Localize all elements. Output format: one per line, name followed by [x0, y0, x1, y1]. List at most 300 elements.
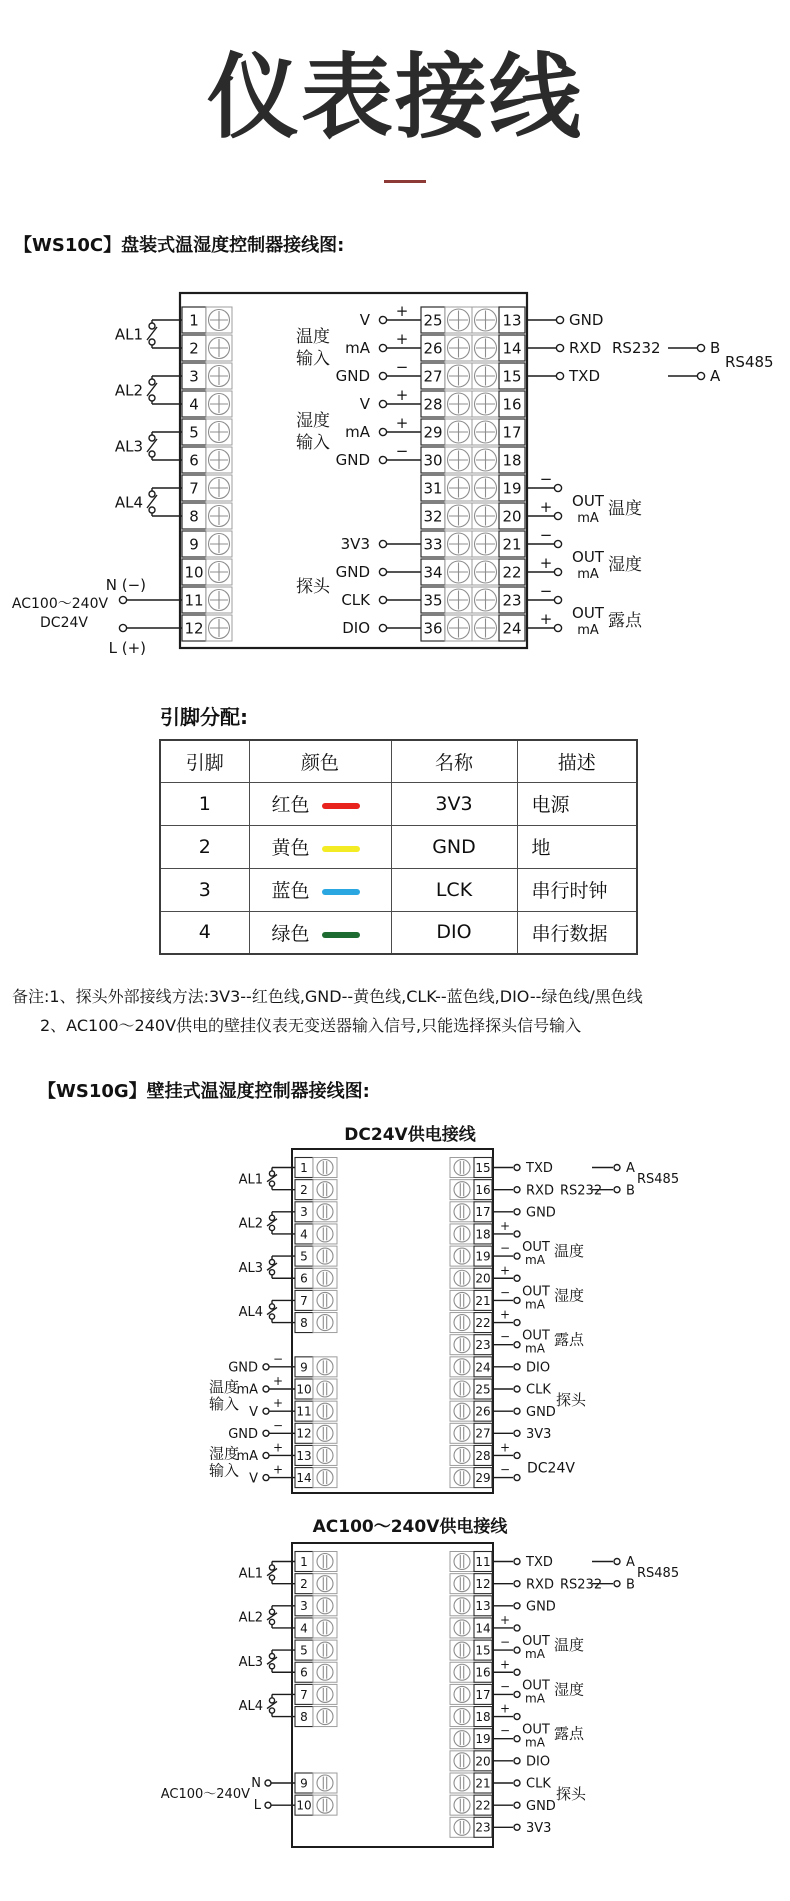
connection-point: [379, 456, 386, 463]
polarity-sign: +: [499, 1657, 511, 1672]
connection-point: [614, 1559, 620, 1565]
supply-voltage-label: DC24V: [40, 615, 88, 631]
ws10g-dc24v-wiring-diagram: [195, 1145, 685, 1500]
terminal-number: 19: [475, 1249, 491, 1264]
output-unit-label: mA: [525, 1297, 545, 1312]
terminal-number: 27: [423, 367, 443, 386]
connection-point: [263, 1430, 269, 1436]
rs232-label: RS232: [560, 1577, 603, 1593]
alarm-label: AL2: [238, 1610, 263, 1626]
connection-point: [269, 1619, 274, 1624]
terminal-number: 12: [296, 1426, 312, 1441]
input-signal-label: V: [249, 1404, 258, 1420]
connection-point: [269, 1565, 274, 1570]
output-out-label: OUT: [522, 1240, 550, 1256]
supply-voltage-label: AC100～240V: [11, 596, 109, 612]
rs485-b-label: B: [626, 1183, 635, 1199]
comm-signal-label: GND: [526, 1599, 556, 1615]
connection-point: [514, 1780, 520, 1786]
terminal-number: 4: [300, 1621, 308, 1636]
title-underline: [384, 180, 426, 183]
connection-point: [514, 1625, 520, 1631]
connection-point: [265, 1802, 271, 1808]
note-line-2: 2、AC100～240V供电的壁挂仪表无变送器输入信号,只能选择探头信号输入: [40, 1016, 582, 1035]
polarity-sign: −: [539, 526, 553, 544]
terminal-number: 6: [300, 1665, 308, 1680]
connection-point: [556, 316, 563, 323]
terminal-number: 8: [300, 1315, 308, 1330]
terminal-number: 4: [300, 1227, 308, 1242]
terminal-number: 7: [300, 1687, 308, 1702]
terminal-number: 12: [475, 1577, 491, 1592]
terminal-number: 36: [423, 619, 443, 638]
output-unit-label: mA: [525, 1341, 545, 1356]
terminal-number: 13: [502, 311, 522, 330]
pin-color: [249, 825, 391, 868]
alarm-label: AL4: [238, 1305, 263, 1321]
pin-color: [249, 782, 391, 825]
connection-point: [149, 323, 155, 329]
output-name: 湿度: [554, 1680, 585, 1699]
connection-point: [263, 1386, 269, 1392]
connection-point: [269, 1225, 274, 1230]
input-signal-label: GND: [335, 367, 370, 386]
connection-point: [149, 507, 155, 513]
output-out-label: OUT: [522, 1328, 550, 1344]
alarm-label: AL2: [238, 1216, 263, 1232]
polarity-sign: +: [499, 1612, 511, 1627]
output-out-label: OUT: [522, 1634, 550, 1650]
connection-point: [269, 1708, 274, 1713]
connection-point: [514, 1736, 520, 1742]
input-group-label: 输入: [208, 1395, 240, 1414]
terminal-number: 15: [502, 367, 522, 386]
connection-point: [149, 395, 155, 401]
output-out-label: OUT: [522, 1284, 550, 1300]
connection-point: [614, 1581, 620, 1587]
pin-table-row: [160, 782, 637, 825]
input-signal-label: V: [359, 395, 370, 414]
terminal-number: 19: [502, 479, 522, 498]
connection-point: [514, 1320, 520, 1326]
connection-point: [263, 1408, 269, 1414]
connection-point: [379, 428, 386, 435]
connection-point: [269, 1575, 274, 1580]
terminal-number: 22: [475, 1798, 491, 1813]
output-unit-label: mA: [525, 1735, 545, 1750]
probe-signal-label: 3V3: [340, 535, 370, 554]
polarity-sign: +: [539, 610, 553, 628]
terminal-number: 26: [423, 339, 443, 358]
pin-assignment-heading: 引脚分配:: [160, 705, 248, 729]
probe-signal-label: DIO: [342, 619, 370, 638]
connection-point: [514, 1275, 520, 1281]
comm-signal-label: TXD: [526, 1555, 553, 1571]
input-signal-label: mA: [236, 1382, 258, 1398]
polarity-sign: −: [499, 1285, 511, 1300]
output-name: 露点: [608, 611, 642, 631]
connection-point: [514, 1581, 520, 1587]
pin-assignment-table: [159, 739, 638, 955]
pin-name: LCK: [391, 868, 517, 911]
connection-point: [514, 1691, 520, 1697]
terminal-number: 11: [184, 591, 204, 610]
terminal-number: 17: [502, 423, 522, 442]
ws10c-wiring-diagram: [10, 280, 790, 665]
pin-color-label: 蓝色: [271, 880, 310, 902]
connection-point: [263, 1452, 269, 1458]
output-name: 温度: [554, 1242, 585, 1261]
polarity-sign: +: [272, 1396, 284, 1411]
terminal-number: 13: [296, 1448, 312, 1463]
terminal-number: 16: [475, 1183, 491, 1198]
pin-name: GND: [391, 825, 517, 868]
pin-description: 串行时钟: [517, 868, 637, 911]
ac-subtitle: AC100～240V供电接线: [312, 1517, 508, 1537]
comm-signal-label: GND: [569, 311, 604, 330]
comm-signal-label: TXD: [526, 1161, 553, 1177]
input-group-label: 输入: [296, 433, 330, 453]
input-signal-label: GND: [335, 451, 370, 470]
connection-point: [379, 316, 386, 323]
terminal-number: 21: [475, 1293, 491, 1308]
output-name: 湿度: [608, 555, 642, 575]
polarity-sign: +: [395, 414, 409, 432]
connection-point: [614, 1187, 620, 1193]
terminal-number: 4: [189, 395, 199, 414]
connection-point: [514, 1647, 520, 1653]
polarity-sign: +: [499, 1701, 511, 1716]
terminal-number: 20: [475, 1754, 491, 1769]
connection-point: [514, 1209, 520, 1215]
connection-point: [379, 596, 386, 603]
terminal-number: 2: [300, 1183, 308, 1198]
alarm-label: AL1: [238, 1172, 263, 1188]
rs232-label: RS232: [612, 339, 661, 358]
input-group-label: 温度: [296, 327, 330, 347]
connection-point: [263, 1475, 269, 1481]
terminal-number: 25: [475, 1382, 491, 1397]
connection-point: [514, 1802, 520, 1808]
connection-point: [514, 1231, 520, 1237]
polarity-sign: −: [499, 1679, 511, 1694]
polarity-sign: −: [272, 1351, 284, 1366]
terminal-number: 18: [502, 451, 522, 470]
polarity-sign: +: [539, 554, 553, 572]
alarm-label: AL1: [238, 1566, 263, 1582]
pin-table-header-cell: 描述: [517, 740, 637, 782]
terminal-number: 8: [300, 1709, 308, 1724]
connection-point: [379, 344, 386, 351]
terminal-number: 5: [300, 1249, 308, 1264]
input-group-label: 输入: [296, 349, 330, 369]
terminal-number: 29: [475, 1471, 491, 1485]
terminal-number: 17: [475, 1687, 491, 1702]
polarity-sign: −: [539, 470, 553, 488]
rs485-a-label: A: [626, 1555, 635, 1571]
connection-point: [514, 1364, 520, 1370]
comm-signal-label: GND: [526, 1205, 556, 1221]
pin-table-header-cell: 引脚: [160, 740, 249, 782]
terminal-number: 2: [189, 339, 199, 358]
connection-point: [514, 1669, 520, 1675]
alarm-label: AL4: [238, 1699, 263, 1715]
connection-point: [514, 1165, 520, 1171]
terminal-number: 19: [475, 1732, 491, 1747]
connection-point: [269, 1314, 274, 1319]
pin-table-row: [160, 868, 637, 911]
terminal-number: 27: [475, 1426, 491, 1441]
alarm-label: AL2: [114, 381, 143, 400]
terminal-number: 14: [296, 1471, 312, 1485]
terminal-number: 1: [300, 1554, 308, 1569]
polarity-sign: −: [395, 358, 409, 376]
comm-signal-label: RXD: [569, 339, 602, 358]
pin-table-header-cell: 颜色: [249, 740, 391, 782]
supply-voltage-label: AC100～240V: [160, 1787, 250, 1803]
connection-point: [379, 568, 386, 575]
terminal-number: 14: [502, 339, 522, 358]
pin-description: 电源: [517, 782, 637, 825]
probe-group-label: 探头: [296, 577, 330, 597]
connection-point: [614, 1165, 620, 1171]
connection-point: [379, 372, 386, 379]
terminal-number: 33: [423, 535, 443, 554]
connection-point: [269, 1215, 274, 1220]
comm-signal-label: CLK: [526, 1776, 551, 1792]
output-unit-label: mA: [525, 1253, 545, 1268]
terminal-number: 25: [423, 311, 443, 330]
polarity-sign: −: [499, 1241, 511, 1256]
terminal-number: 12: [184, 619, 204, 638]
rs485-b-label: B: [626, 1577, 635, 1593]
connection-point: [514, 1297, 520, 1303]
alarm-label: AL3: [114, 437, 143, 456]
terminal-number: 20: [475, 1271, 491, 1286]
comm-signal-label: 3V3: [526, 1821, 552, 1836]
power-neutral-label: N: [251, 1776, 261, 1791]
polarity-sign: −: [539, 582, 553, 600]
pin-number: 4: [160, 911, 249, 954]
input-signal-label: mA: [236, 1449, 258, 1465]
output-name: 湿度: [554, 1286, 585, 1305]
polarity-sign: +: [499, 1440, 511, 1455]
terminal-number: 5: [189, 423, 199, 442]
polarity-sign: +: [395, 302, 409, 320]
rs485-label: RS485: [637, 1172, 680, 1188]
connection-point: [269, 1171, 274, 1176]
connection-point: [554, 540, 561, 547]
pin-color-label: 黄色: [271, 837, 310, 859]
comm-signal-label: RXD: [526, 1183, 554, 1199]
comm-signal-label: DIO: [526, 1754, 551, 1770]
terminal-number: 3: [300, 1599, 308, 1614]
connection-point: [379, 400, 386, 407]
connection-point: [265, 1780, 271, 1786]
terminal-number: 10: [296, 1798, 312, 1813]
comm-signal-label: CLK: [526, 1382, 551, 1398]
input-signal-label: GND: [228, 1427, 258, 1442]
pin-table-body: [160, 782, 637, 954]
connection-point: [269, 1654, 274, 1659]
pin-color-label: 红色: [271, 794, 310, 816]
input-group-label: 输入: [208, 1461, 240, 1480]
connection-point: [514, 1452, 520, 1458]
terminal-number: 28: [423, 395, 443, 414]
terminal-number: 21: [475, 1776, 491, 1791]
connection-point: [514, 1187, 520, 1193]
connection-point: [149, 451, 155, 457]
probe-group-label: 探头: [556, 1391, 587, 1410]
color-swatch: [322, 932, 360, 938]
pin-table-header-cell: 名称: [391, 740, 517, 782]
pin-table-head: [160, 740, 637, 782]
connection-point: [379, 540, 386, 547]
terminal-number: 31: [423, 479, 443, 498]
polarity-sign: +: [272, 1440, 284, 1455]
pin-table-row: [160, 911, 637, 954]
pin-number: 2: [160, 825, 249, 868]
section-heading-ws10c: 【WS10C】盘装式温湿度控制器接线图:: [14, 235, 345, 256]
terminal-number: 9: [300, 1776, 308, 1791]
connection-point: [119, 624, 126, 631]
connection-point: [149, 435, 155, 441]
alarm-label: AL3: [238, 1654, 263, 1670]
polarity-sign: −: [395, 442, 409, 460]
connection-point: [514, 1342, 520, 1348]
alarm-label: AL4: [114, 493, 143, 512]
connection-point: [514, 1758, 520, 1764]
probe-group-label: 探头: [556, 1785, 587, 1804]
output-unit-label: mA: [577, 567, 599, 582]
connection-point: [514, 1824, 520, 1830]
pin-number: 1: [160, 782, 249, 825]
comm-signal-label: TXD: [569, 367, 600, 386]
alarm-label: AL1: [114, 325, 143, 344]
terminal-number: 18: [475, 1709, 491, 1724]
terminal-number: 35: [423, 591, 443, 610]
comm-signal-label: 3V3: [526, 1427, 552, 1442]
terminal-number: 29: [423, 423, 443, 442]
polarity-sign: +: [395, 386, 409, 404]
connection-point: [697, 344, 704, 351]
connection-point: [554, 512, 561, 519]
connection-point: [556, 372, 563, 379]
terminal-number: 11: [475, 1554, 491, 1569]
output-name: 温度: [608, 499, 642, 519]
rs485-b-label: B: [710, 339, 721, 358]
terminal-number: 32: [423, 507, 443, 526]
polarity-sign: −: [499, 1329, 511, 1344]
comm-signal-label: RXD: [526, 1577, 554, 1593]
output-name: 露点: [554, 1330, 585, 1349]
connection-point: [514, 1430, 520, 1436]
polarity-sign: −: [499, 1635, 511, 1650]
polarity-sign: +: [272, 1374, 284, 1388]
output-unit-label: mA: [577, 511, 599, 526]
terminal-number: 2: [300, 1577, 308, 1592]
terminal-number: 5: [300, 1643, 308, 1658]
input-signal-label: mA: [345, 339, 370, 358]
terminal-number: 14: [475, 1621, 491, 1636]
dc24v-subtitle: DC24V供电接线: [344, 1125, 476, 1145]
terminal-number: 23: [475, 1820, 491, 1835]
polarity-sign: +: [499, 1218, 511, 1233]
terminal-number: 17: [475, 1205, 491, 1220]
terminal-number: 16: [475, 1665, 491, 1680]
ws10g-ac-wiring-diagram: [155, 1538, 685, 1853]
connection-point: [514, 1714, 520, 1720]
probe-signal-label: CLK: [341, 591, 370, 610]
connection-point: [514, 1603, 520, 1609]
page-title: 仪表接线: [206, 44, 583, 151]
connection-point: [514, 1408, 520, 1414]
output-out-label: OUT: [572, 548, 604, 566]
pin-color: [249, 911, 391, 954]
connection-point: [119, 596, 126, 603]
pin-table-row: [160, 825, 637, 868]
output-unit-label: mA: [525, 1647, 545, 1662]
pin-color: [249, 868, 391, 911]
polarity-sign: +: [539, 498, 553, 516]
output-out-label: OUT: [522, 1678, 550, 1694]
terminal-number: 3: [300, 1205, 308, 1220]
terminal-number: 24: [475, 1360, 491, 1375]
pin-description: 串行数据: [517, 911, 637, 954]
connection-point: [554, 596, 561, 603]
section-heading-ws10g: 【WS10G】壁挂式温湿度控制器接线图:: [38, 1081, 370, 1102]
connection-point: [263, 1364, 269, 1370]
output-unit-label: mA: [525, 1691, 545, 1706]
input-signal-label: mA: [345, 423, 370, 442]
terminal-number: 7: [189, 479, 199, 498]
comm-signal-label: GND: [526, 1404, 556, 1420]
input-group-label: 温度: [208, 1378, 240, 1397]
connection-point: [554, 624, 561, 631]
connection-point: [269, 1664, 274, 1669]
terminal-number: 6: [189, 451, 199, 470]
terminal-number: 24: [502, 619, 522, 638]
connection-point: [149, 339, 155, 345]
pin-number: 3: [160, 868, 249, 911]
terminal-number: 9: [300, 1360, 308, 1375]
connection-point: [554, 484, 561, 491]
terminal-number: 16: [502, 395, 522, 414]
connection-point: [269, 1270, 274, 1275]
comm-signal-label: GND: [526, 1798, 556, 1814]
power-neutral-label: N (−): [105, 576, 146, 594]
connection-point: [514, 1253, 520, 1259]
terminal-number: 1: [300, 1160, 308, 1175]
polarity-sign: +: [272, 1462, 284, 1477]
terminal-number: 23: [502, 591, 522, 610]
terminal-number: 28: [475, 1448, 491, 1463]
connection-point: [149, 491, 155, 497]
pin-table-header-row: [160, 740, 637, 782]
comm-signal-label: DIO: [526, 1360, 551, 1376]
pin-color-label: 绿色: [271, 922, 310, 945]
terminal-number: 21: [502, 535, 522, 554]
terminal-number: 30: [423, 451, 443, 470]
terminal-number: 7: [300, 1293, 308, 1308]
connection-point: [379, 624, 386, 631]
output-name: 温度: [554, 1636, 585, 1655]
color-swatch: [322, 846, 360, 852]
power-live-label: L (+): [108, 639, 146, 657]
terminal-number: 8: [189, 507, 199, 526]
terminal-number: 34: [423, 563, 443, 582]
output-unit-label: mA: [577, 623, 599, 638]
